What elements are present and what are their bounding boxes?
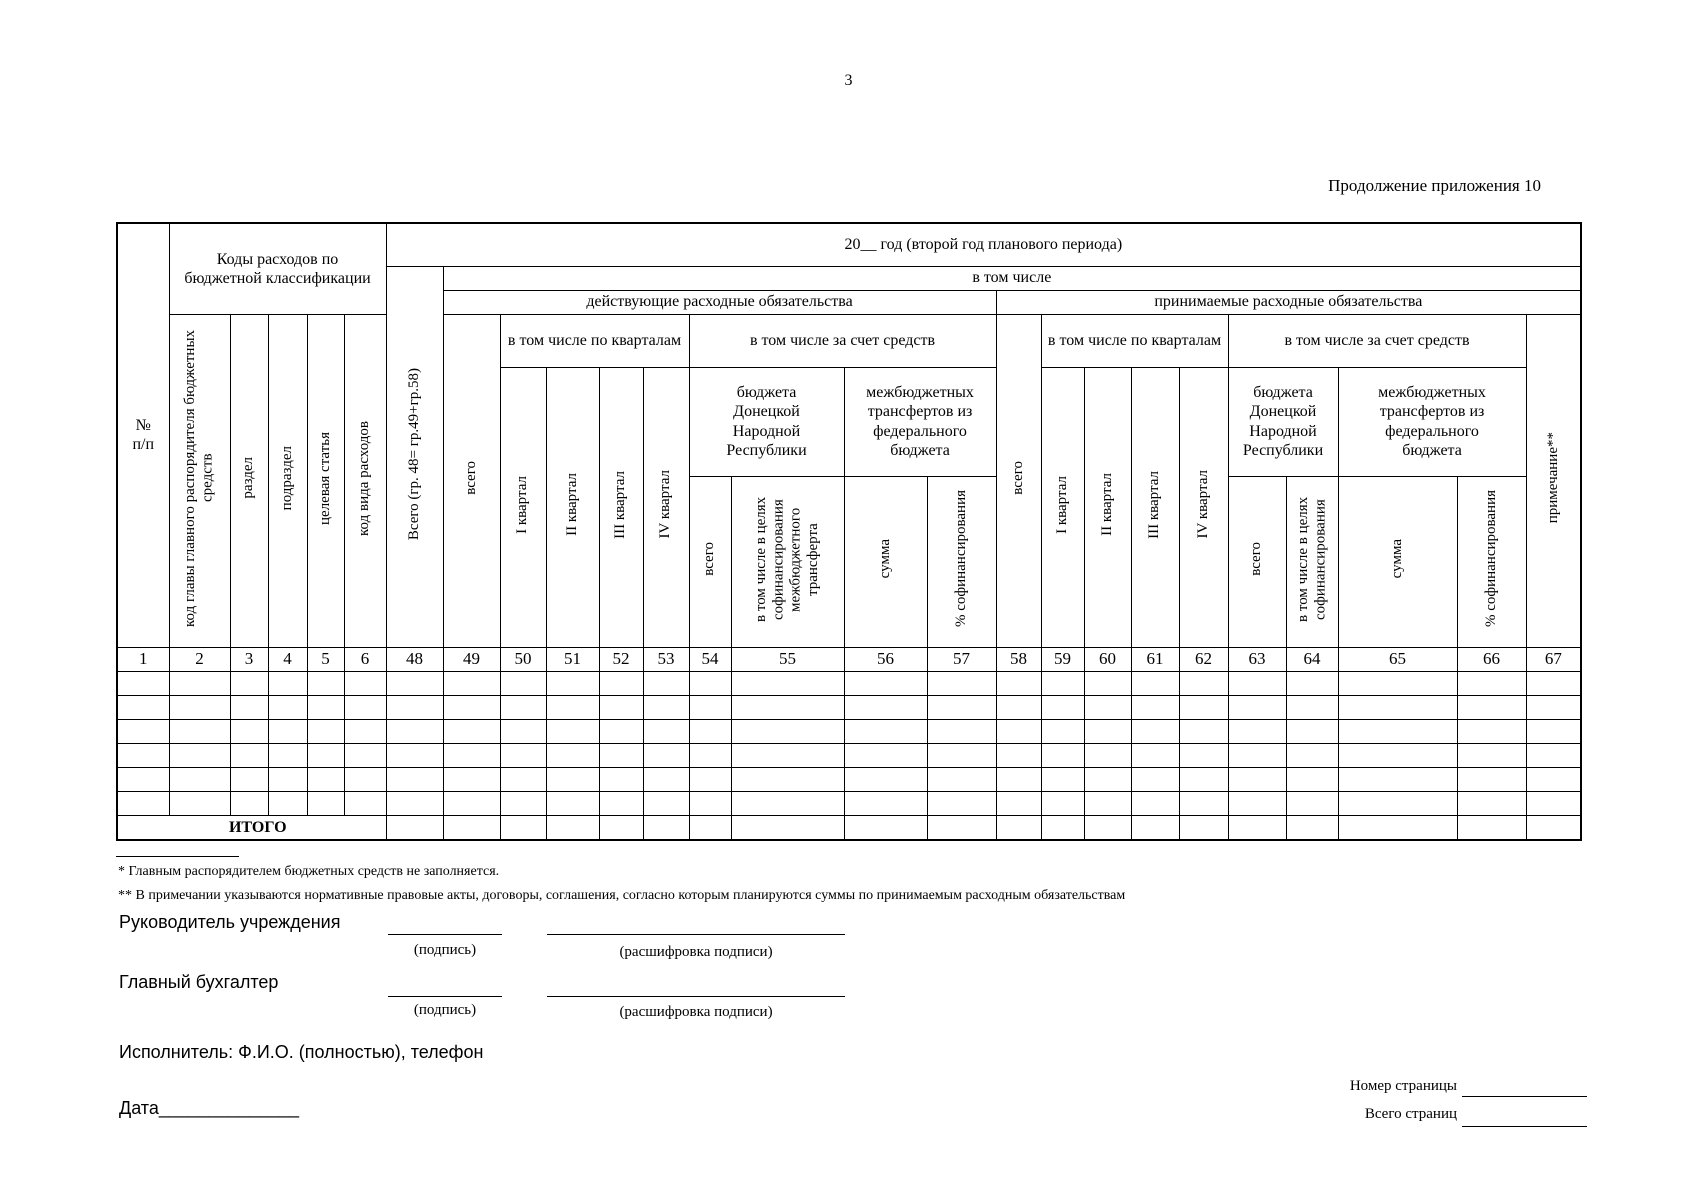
table-cell[interactable] bbox=[1041, 719, 1084, 743]
head-decryption-caption: (расшифровка подписи) bbox=[619, 944, 773, 960]
head-signature-label: Руководитель учреждения bbox=[119, 912, 341, 932]
header-codes-group: Коды расходов по бюджетной классификации bbox=[169, 223, 386, 314]
total-cell[interactable] bbox=[996, 815, 1041, 840]
table-cell[interactable] bbox=[386, 743, 443, 767]
footnote-1: * Главным распорядителем бюджетных средств не заполняется. bbox=[118, 864, 500, 879]
column-number: 3 bbox=[230, 647, 268, 671]
column-number: 66 bbox=[1457, 647, 1526, 671]
table-cell[interactable] bbox=[117, 791, 169, 815]
table-cell[interactable] bbox=[844, 671, 927, 695]
header-accepted-q4: IV квартал bbox=[1179, 367, 1228, 647]
table-cell[interactable] bbox=[1457, 695, 1526, 719]
table-cell[interactable] bbox=[443, 719, 500, 743]
accountant-decryption-caption: (расшифровка подписи) bbox=[619, 1004, 773, 1020]
date-field[interactable]: Дата______________ bbox=[119, 1098, 300, 1118]
total-cell[interactable] bbox=[500, 815, 546, 840]
total-cell[interactable] bbox=[844, 815, 927, 840]
table-cell[interactable] bbox=[268, 791, 307, 815]
total-cell[interactable] bbox=[731, 815, 844, 840]
column-number: 56 bbox=[844, 647, 927, 671]
table-cell[interactable] bbox=[230, 719, 268, 743]
chief-accountant-label: Главный бухгалтер bbox=[119, 972, 279, 992]
table-row bbox=[117, 767, 1581, 791]
table-cell[interactable] bbox=[1084, 671, 1131, 695]
table-cell[interactable] bbox=[1286, 695, 1338, 719]
header-existing-q4: IV квартал bbox=[643, 367, 689, 647]
table-cell[interactable] bbox=[1526, 695, 1581, 719]
column-number: 48 bbox=[386, 647, 443, 671]
table-body bbox=[117, 671, 1581, 815]
header-existing-total: всего bbox=[443, 314, 500, 647]
table-cell[interactable] bbox=[546, 791, 599, 815]
total-pages-line[interactable] bbox=[1462, 1126, 1587, 1127]
table-cell[interactable] bbox=[386, 719, 443, 743]
table-cell[interactable] bbox=[1041, 791, 1084, 815]
total-cell[interactable] bbox=[643, 815, 689, 840]
total-cell[interactable] bbox=[443, 815, 500, 840]
table-cell[interactable] bbox=[1286, 719, 1338, 743]
table-cell[interactable] bbox=[1228, 767, 1286, 791]
table-cell[interactable] bbox=[689, 671, 731, 695]
header-existing-q3: III квартал bbox=[599, 367, 643, 647]
table-cell[interactable] bbox=[500, 671, 546, 695]
table-cell[interactable] bbox=[1457, 767, 1526, 791]
header-target-article: целевая статья bbox=[307, 314, 344, 647]
table-cell[interactable] bbox=[386, 695, 443, 719]
total-cell[interactable] bbox=[1228, 815, 1286, 840]
table-cell[interactable] bbox=[268, 719, 307, 743]
table-cell[interactable] bbox=[386, 791, 443, 815]
head-signature-caption: (подпись) bbox=[413, 942, 477, 958]
table-cell[interactable] bbox=[844, 695, 927, 719]
header-accepted-cofinancing-purposes: в том числе в целях софинансирования bbox=[1286, 476, 1338, 647]
header-code-chief-manager: код главы главного распорядителя бюджетных средств bbox=[169, 314, 230, 647]
header-expense-type: код вида расходов bbox=[344, 314, 386, 647]
header-section: раздел bbox=[230, 314, 268, 647]
budget-form-table bbox=[116, 222, 1582, 841]
table-cell[interactable] bbox=[307, 695, 344, 719]
table-cell[interactable] bbox=[546, 719, 599, 743]
table-cell[interactable] bbox=[1338, 791, 1457, 815]
table-cell[interactable] bbox=[169, 671, 230, 695]
table-cell[interactable] bbox=[1286, 767, 1338, 791]
table-cell[interactable] bbox=[927, 671, 996, 695]
total-label: ИТОГО bbox=[117, 815, 386, 840]
table-cell[interactable] bbox=[1131, 767, 1179, 791]
table-cell[interactable] bbox=[307, 791, 344, 815]
table-cell[interactable] bbox=[344, 719, 386, 743]
table-cell[interactable] bbox=[1228, 719, 1286, 743]
header-including: в том числе bbox=[443, 266, 1581, 290]
table-cell[interactable] bbox=[599, 767, 643, 791]
total-cell[interactable] bbox=[1084, 815, 1131, 840]
column-number: 60 bbox=[1084, 647, 1131, 671]
table-cell[interactable] bbox=[546, 695, 599, 719]
table-cell[interactable] bbox=[307, 671, 344, 695]
column-number: 51 bbox=[546, 647, 599, 671]
table-cell[interactable] bbox=[1131, 719, 1179, 743]
header-total-formula: Всего (гр. 48= гр.49+гр.58) bbox=[386, 266, 443, 647]
column-number: 57 bbox=[927, 647, 996, 671]
table-cell[interactable] bbox=[643, 719, 689, 743]
table-cell[interactable] bbox=[1179, 767, 1228, 791]
table-cell[interactable] bbox=[1131, 791, 1179, 815]
table-cell[interactable] bbox=[996, 671, 1041, 695]
total-cell[interactable] bbox=[1457, 815, 1526, 840]
total-cell[interactable] bbox=[1131, 815, 1179, 840]
table-cell[interactable] bbox=[731, 743, 844, 767]
table-cell[interactable] bbox=[1179, 791, 1228, 815]
column-number: 55 bbox=[731, 647, 844, 671]
header-existing-federal-transfers: межбюджетных трансфертов из федерального бюджета bbox=[844, 367, 996, 476]
header-existing-q1: I квартал bbox=[500, 367, 546, 647]
table-cell[interactable] bbox=[643, 695, 689, 719]
table-cell[interactable] bbox=[307, 719, 344, 743]
table-cell[interactable] bbox=[230, 695, 268, 719]
table-cell[interactable] bbox=[169, 791, 230, 815]
column-number: 4 bbox=[268, 647, 307, 671]
table-cell[interactable] bbox=[1338, 767, 1457, 791]
column-number: 54 bbox=[689, 647, 731, 671]
header-note: примечание** bbox=[1526, 314, 1581, 647]
table-cell[interactable] bbox=[996, 719, 1041, 743]
accountant-decryption-line[interactable] bbox=[547, 996, 845, 997]
header-accepted-total: всего bbox=[996, 314, 1041, 647]
table-cell[interactable] bbox=[169, 719, 230, 743]
header-accepted-federal-transfers: межбюджетных трансфертов из федерального бюджета bbox=[1338, 367, 1526, 476]
table-cell[interactable] bbox=[844, 767, 927, 791]
table-cell[interactable] bbox=[1084, 791, 1131, 815]
column-number: 64 bbox=[1286, 647, 1338, 671]
table-cell[interactable] bbox=[689, 719, 731, 743]
total-cell[interactable] bbox=[386, 815, 443, 840]
table-cell[interactable] bbox=[546, 671, 599, 695]
table-cell[interactable] bbox=[169, 767, 230, 791]
table-cell[interactable] bbox=[689, 695, 731, 719]
accountant-signature-caption: (подпись) bbox=[413, 1002, 477, 1018]
column-number: 2 bbox=[169, 647, 230, 671]
page-number-line[interactable] bbox=[1462, 1096, 1587, 1097]
table-row bbox=[117, 719, 1581, 743]
table-cell[interactable] bbox=[1131, 743, 1179, 767]
table-cell[interactable] bbox=[500, 719, 546, 743]
header-existing-dnr-budget: бюджета Донецкой Народной Республики bbox=[689, 367, 844, 476]
table-cell[interactable] bbox=[1041, 743, 1084, 767]
appendix-note: Продолжение приложения 10 bbox=[1328, 176, 1541, 195]
table-cell[interactable] bbox=[169, 695, 230, 719]
header-existing-q2: II квартал bbox=[546, 367, 599, 647]
table-cell[interactable] bbox=[1084, 695, 1131, 719]
table-cell[interactable] bbox=[643, 791, 689, 815]
table-cell[interactable] bbox=[1526, 719, 1581, 743]
table-cell[interactable] bbox=[731, 671, 844, 695]
page-number-label: Номер страницы bbox=[1349, 1078, 1457, 1094]
table-cell[interactable] bbox=[230, 791, 268, 815]
header-accepted-federal-sum: сумма bbox=[1338, 476, 1457, 647]
table-row bbox=[117, 671, 1581, 695]
table-cell[interactable] bbox=[1286, 791, 1338, 815]
header-existing-by-funds: в том числе за счет средств bbox=[689, 314, 996, 367]
table-cell[interactable] bbox=[344, 767, 386, 791]
table-cell[interactable] bbox=[927, 743, 996, 767]
table-cell[interactable] bbox=[1457, 791, 1526, 815]
header-accepted-q1: I квартал bbox=[1041, 367, 1084, 647]
table-cell[interactable] bbox=[1457, 743, 1526, 767]
total-cell[interactable] bbox=[599, 815, 643, 840]
table-cell[interactable] bbox=[1228, 671, 1286, 695]
accountant-signature-line[interactable] bbox=[388, 996, 502, 997]
table-cell[interactable] bbox=[307, 767, 344, 791]
table-cell[interactable] bbox=[643, 743, 689, 767]
total-row bbox=[117, 815, 1581, 840]
table-cell[interactable] bbox=[344, 695, 386, 719]
total-cell[interactable] bbox=[1179, 815, 1228, 840]
table-cell[interactable] bbox=[731, 719, 844, 743]
table-cell[interactable] bbox=[500, 767, 546, 791]
table-cell[interactable] bbox=[500, 791, 546, 815]
table-cell[interactable] bbox=[1131, 671, 1179, 695]
table-cell[interactable] bbox=[1228, 695, 1286, 719]
table-cell[interactable] bbox=[1041, 695, 1084, 719]
total-cell[interactable] bbox=[1526, 815, 1581, 840]
header-existing-obligations: действующие расходные обязательства bbox=[443, 290, 996, 314]
table-cell[interactable] bbox=[1526, 791, 1581, 815]
column-number: 63 bbox=[1228, 647, 1286, 671]
header-existing-cofinancing-percent: % софинансирования bbox=[927, 476, 996, 647]
table-cell[interactable] bbox=[230, 767, 268, 791]
header-existing-by-quarters: в том числе по кварталам bbox=[500, 314, 689, 367]
table-cell[interactable] bbox=[599, 791, 643, 815]
table-cell[interactable] bbox=[927, 719, 996, 743]
total-cell[interactable] bbox=[1286, 815, 1338, 840]
column-number: 67 bbox=[1526, 647, 1581, 671]
column-number: 52 bbox=[599, 647, 643, 671]
table-cell[interactable] bbox=[268, 671, 307, 695]
header-existing-cofinancing-purposes: в том числе в целях софинансирования межбюджетного трансферта bbox=[731, 476, 844, 647]
table-cell[interactable] bbox=[268, 743, 307, 767]
table-cell[interactable] bbox=[689, 791, 731, 815]
table-cell[interactable] bbox=[169, 743, 230, 767]
table-cell[interactable] bbox=[689, 743, 731, 767]
header-accepted-dnr-total: всего bbox=[1228, 476, 1286, 647]
table-row bbox=[117, 695, 1581, 719]
header-accepted-q2: II квартал bbox=[1084, 367, 1131, 647]
table-cell[interactable] bbox=[731, 767, 844, 791]
table-cell[interactable] bbox=[1228, 791, 1286, 815]
executor-label: Исполнитель: Ф.И.О. (полностью), телефон bbox=[119, 1042, 484, 1062]
table-cell[interactable] bbox=[599, 719, 643, 743]
table-cell[interactable] bbox=[1179, 695, 1228, 719]
table-cell[interactable] bbox=[344, 791, 386, 815]
table-cell[interactable] bbox=[996, 695, 1041, 719]
table-cell[interactable] bbox=[927, 695, 996, 719]
table-cell[interactable] bbox=[996, 767, 1041, 791]
header-existing-federal-sum: сумма bbox=[844, 476, 927, 647]
table-cell[interactable] bbox=[443, 767, 500, 791]
table-cell[interactable] bbox=[643, 767, 689, 791]
table-cell[interactable] bbox=[307, 743, 344, 767]
table-cell[interactable] bbox=[927, 767, 996, 791]
column-number: 5 bbox=[307, 647, 344, 671]
table-cell[interactable] bbox=[731, 791, 844, 815]
table-cell[interactable] bbox=[1041, 671, 1084, 695]
column-numbers-row bbox=[117, 647, 1581, 671]
table-cell[interactable] bbox=[117, 671, 169, 695]
table-cell[interactable] bbox=[1338, 719, 1457, 743]
table-cell[interactable] bbox=[599, 671, 643, 695]
table-cell[interactable] bbox=[1084, 743, 1131, 767]
footnote-divider bbox=[116, 856, 239, 857]
header-accepted-cofinancing-percent: % софинансирования bbox=[1457, 476, 1526, 647]
table-cell[interactable] bbox=[268, 695, 307, 719]
table-cell[interactable] bbox=[386, 767, 443, 791]
table-cell[interactable] bbox=[1084, 719, 1131, 743]
table-cell[interactable] bbox=[1338, 743, 1457, 767]
column-number: 59 bbox=[1041, 647, 1084, 671]
column-number: 58 bbox=[996, 647, 1041, 671]
total-cell[interactable] bbox=[1041, 815, 1084, 840]
table-cell[interactable] bbox=[599, 743, 643, 767]
table-cell[interactable] bbox=[546, 767, 599, 791]
table-cell[interactable] bbox=[117, 767, 169, 791]
total-cell[interactable] bbox=[689, 815, 731, 840]
table-cell[interactable] bbox=[344, 671, 386, 695]
header-accepted-dnr-budget: бюджета Донецкой Народной Республики bbox=[1228, 367, 1338, 476]
footnote-2: ** В примечании указываются нормативные правовые акты, договоры, соглашения, согласно которым планируются суммы по принимаемым расходным обязательствам bbox=[118, 888, 1126, 903]
header-accepted-obligations: принимаемые расходные обязательства bbox=[996, 290, 1581, 314]
header-accepted-by-funds: в том числе за счет средств bbox=[1228, 314, 1526, 367]
header-subsection: подраздел bbox=[268, 314, 307, 647]
table-cell[interactable] bbox=[1286, 671, 1338, 695]
table-cell[interactable] bbox=[117, 743, 169, 767]
page-number: 3 bbox=[844, 72, 853, 89]
table-cell[interactable] bbox=[1041, 767, 1084, 791]
header-year-group: 20__ год (второй год планового периода) bbox=[386, 223, 1581, 266]
table-cell[interactable] bbox=[844, 791, 927, 815]
column-number: 62 bbox=[1179, 647, 1228, 671]
header-existing-dnr-total: всего bbox=[689, 476, 731, 647]
header-accepted-by-quarters: в том числе по кварталам bbox=[1041, 314, 1228, 367]
head-decryption-line[interactable] bbox=[547, 934, 845, 935]
table-cell[interactable] bbox=[443, 743, 500, 767]
table-cell[interactable] bbox=[117, 695, 169, 719]
total-cell[interactable] bbox=[546, 815, 599, 840]
head-signature-line[interactable] bbox=[388, 934, 502, 935]
table-cell[interactable] bbox=[1179, 671, 1228, 695]
column-number: 50 bbox=[500, 647, 546, 671]
table-cell[interactable] bbox=[996, 743, 1041, 767]
table-cell[interactable] bbox=[599, 695, 643, 719]
table-cell[interactable] bbox=[996, 791, 1041, 815]
table-cell[interactable] bbox=[386, 671, 443, 695]
table-cell[interactable] bbox=[1179, 719, 1228, 743]
total-pages-label: Всего страниц bbox=[1364, 1106, 1457, 1122]
table-cell[interactable] bbox=[1526, 671, 1581, 695]
table-cell[interactable] bbox=[1228, 743, 1286, 767]
column-number: 53 bbox=[643, 647, 689, 671]
table-row bbox=[117, 791, 1581, 815]
table-cell[interactable] bbox=[443, 671, 500, 695]
table-cell[interactable] bbox=[268, 767, 307, 791]
column-number: 6 bbox=[344, 647, 386, 671]
table-cell[interactable] bbox=[546, 743, 599, 767]
column-number: 1 bbox=[117, 647, 169, 671]
header-row-no: № п/п bbox=[117, 223, 169, 647]
table-cell[interactable] bbox=[443, 791, 500, 815]
table-cell[interactable] bbox=[1179, 743, 1228, 767]
table-cell[interactable] bbox=[643, 671, 689, 695]
table-cell[interactable] bbox=[230, 671, 268, 695]
table-cell[interactable] bbox=[844, 719, 927, 743]
table-cell[interactable] bbox=[731, 695, 844, 719]
table-cell[interactable] bbox=[344, 743, 386, 767]
table-cell[interactable] bbox=[117, 719, 169, 743]
table-cell[interactable] bbox=[500, 743, 546, 767]
table-cell[interactable] bbox=[1131, 695, 1179, 719]
table-cell[interactable] bbox=[1338, 695, 1457, 719]
table-cell[interactable] bbox=[1084, 767, 1131, 791]
table-cell[interactable] bbox=[500, 695, 546, 719]
table-cell[interactable] bbox=[230, 743, 268, 767]
table-cell[interactable] bbox=[927, 791, 996, 815]
table-cell[interactable] bbox=[1286, 743, 1338, 767]
header-accepted-q3: III квартал bbox=[1131, 367, 1179, 647]
table-cell[interactable] bbox=[443, 695, 500, 719]
column-number: 49 bbox=[443, 647, 500, 671]
total-cell[interactable] bbox=[927, 815, 996, 840]
table-cell[interactable] bbox=[1457, 671, 1526, 695]
table-cell[interactable] bbox=[1457, 719, 1526, 743]
column-number: 61 bbox=[1131, 647, 1179, 671]
column-number: 65 bbox=[1338, 647, 1457, 671]
table-cell[interactable] bbox=[1526, 767, 1581, 791]
table-cell[interactable] bbox=[844, 743, 927, 767]
table-cell[interactable] bbox=[1526, 743, 1581, 767]
table-cell[interactable] bbox=[1338, 671, 1457, 695]
total-cell[interactable] bbox=[1338, 815, 1457, 840]
table-cell[interactable] bbox=[689, 767, 731, 791]
table-row bbox=[117, 743, 1581, 767]
